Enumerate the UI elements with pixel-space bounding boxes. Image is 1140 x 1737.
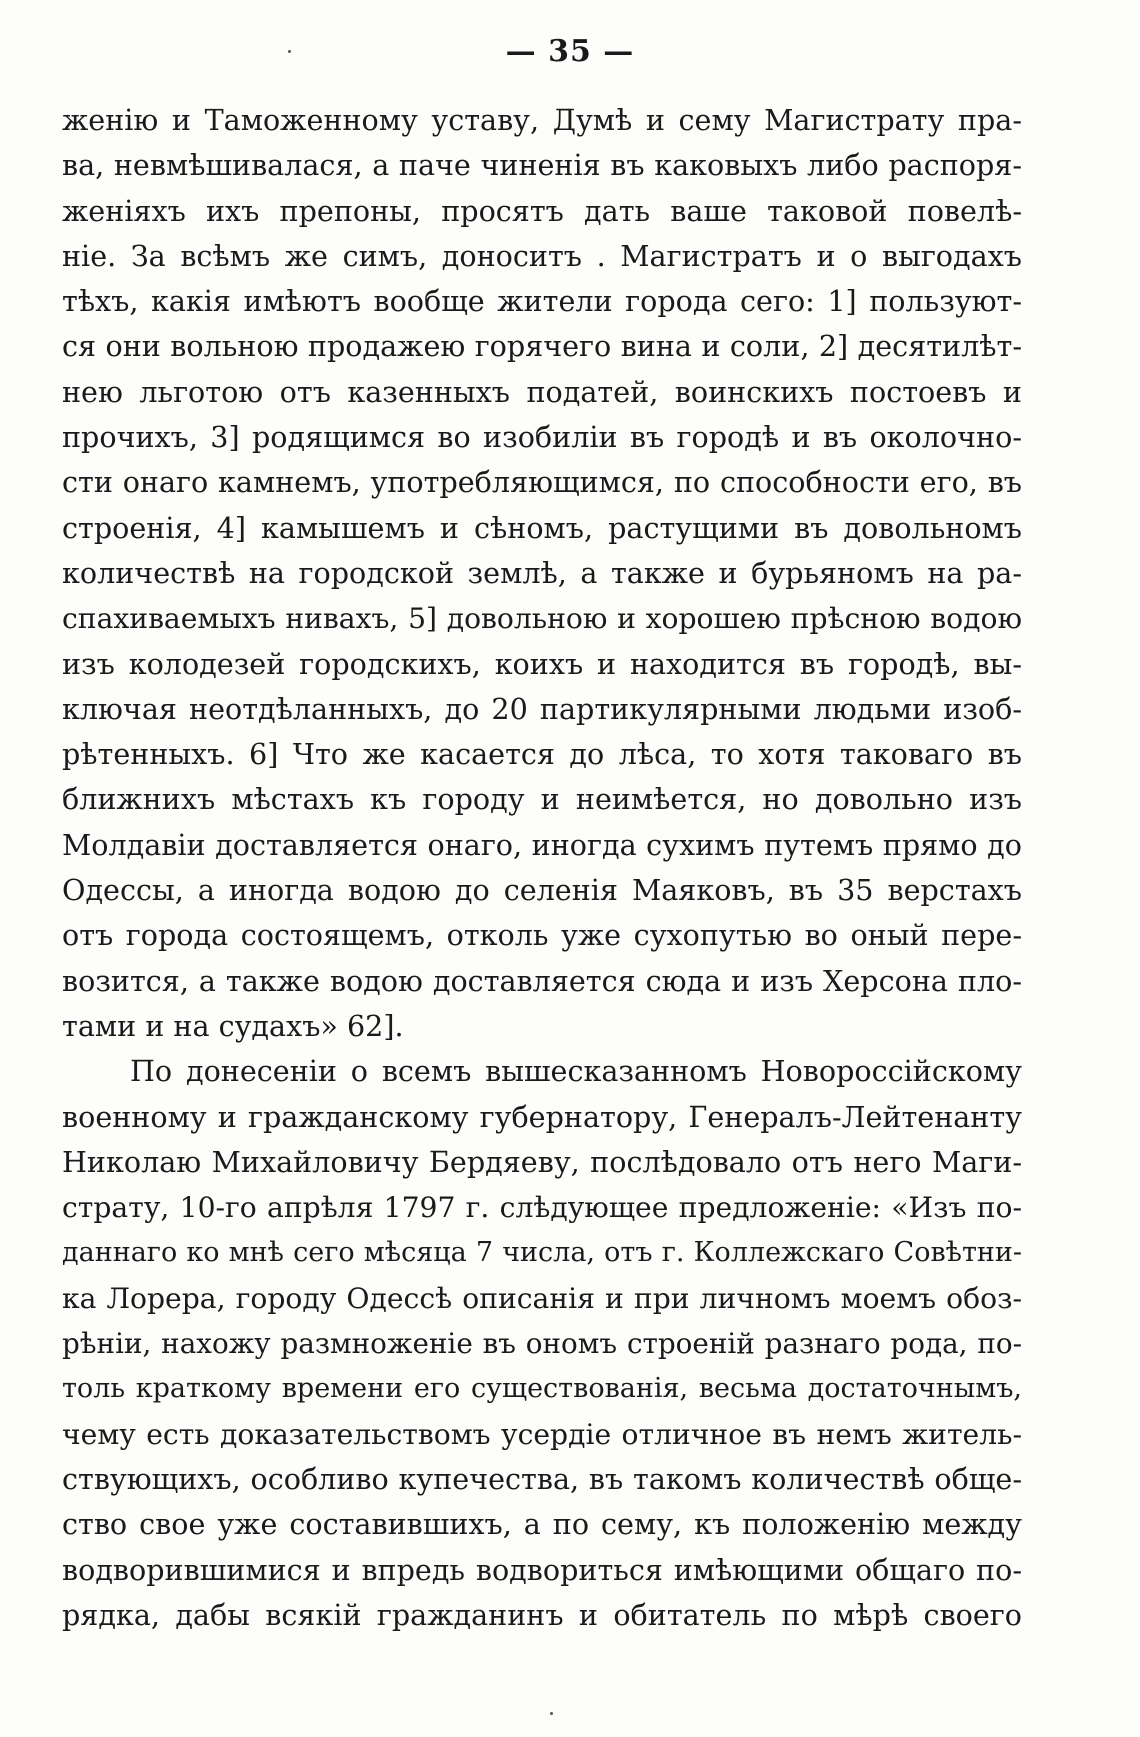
text-line: отъ города состоящемъ, отколь уже сухопутью во оный пере-	[62, 918, 1022, 953]
text-line: ключая неотдѣланныхъ, до 20 партикулярными людьми изоб-	[62, 691, 1022, 726]
text-line: рѣніи, нахожу размноженіе въ ономъ строеній разнаго рода, по-	[62, 1327, 1022, 1361]
text-line: Одессы, а иногда водою до селенія Маяковъ, въ 35 верстахъ	[62, 873, 1022, 908]
text-line: рядка, дабы всякій гражданинъ и обитатель по мѣрѣ своего	[62, 1597, 1022, 1632]
text-line: ствующихъ, особливо купечества, въ такомъ количествѣ обще-	[62, 1461, 1022, 1496]
text-line: ство свое уже составившихъ, а по сему, къ положенію между	[62, 1507, 1022, 1542]
print-speck	[288, 50, 291, 53]
paragraph-2	[62, 1049, 1022, 1638]
text-line: ближнихъ мѣстахъ къ городу и неимѣется, но довольно изъ	[62, 782, 1022, 817]
text-line: ва, невмѣшивалася, а паче чиненія въ каковыхъ либо распоря-	[62, 148, 1022, 183]
text-line: Молдавіи доставляется онаго, иногда сухимъ путемъ прямо до	[62, 827, 1022, 862]
text-line: толь краткому времени его существованія, весьма достаточнымъ,	[62, 1373, 1022, 1405]
text-line: спахиваемыхъ нивахъ, 5] довольною и хорошею прѣсною водою	[62, 602, 1022, 636]
text-line: нею льготою отъ казенныхъ податей, воинскихъ постоевъ и	[62, 374, 1022, 409]
text-line: страту, 10-го апрѣля 1797 г. слѣдующее предложеніе: «Изъ по-	[62, 1191, 1022, 1225]
text-line: Николаю Михайловичу Бердяеву, послѣдовало отъ него Маги-	[62, 1144, 1022, 1179]
text-line: тѣхъ, какія имѣютъ вообще жители города сего: 1] пользуют-	[62, 284, 1022, 319]
text-line: военному и гражданскому губернатору, Генералъ-Лейтенанту	[62, 1099, 1022, 1134]
body-text	[62, 98, 1022, 1638]
paragraph-1	[62, 98, 1022, 1049]
text-line: сти онаго камнемъ, употребляющимся, по способности его, въ	[62, 465, 1022, 500]
text-line: тами и на судахъ» 62].	[62, 1008, 404, 1043]
text-line: прочихъ, 3] родящимся во изобиліи въ городѣ и въ околочно-	[62, 420, 1022, 455]
text-line: женію и Таможенному уставу, Думѣ и сему Магистрату пра-	[62, 103, 1022, 137]
text-line: чему есть доказательствомъ усердіе отличное въ немъ житель-	[62, 1417, 1022, 1451]
text-line: количествѣ на городской землѣ, а также и бурьяномъ на ра-	[62, 555, 1022, 590]
text-line: возится, а также водою доставляется сюда и изъ Херсона пло-	[62, 963, 1022, 998]
text-line: изъ колодезей городскихъ, коихъ и находится въ городѣ, вы-	[62, 646, 1022, 681]
text-line: строенія, 4] камышемъ и сѣномъ, растущими въ довольномъ	[62, 510, 1022, 545]
text-line: рѣтенныхъ. 6] Что же касается до лѣса, то хотя таковаго въ	[62, 737, 1022, 772]
text-line: водворившимися и впредь водвориться имѣющими общаго по-	[62, 1552, 1022, 1587]
text-line: ся они вольною продажею горячего вина и соли, 2] десятилѣт-	[62, 329, 1022, 364]
text-line: ніе. За всѣмъ же симъ, доноситъ . Магистратъ и о выгодахъ	[62, 238, 1022, 273]
text-line: ка Лорера, городу Одессѣ описанія и при личномъ моемъ обоз-	[62, 1281, 1022, 1315]
text-line: женіяхъ ихъ препоны, просятъ дать ваше таковой повелѣ-	[62, 193, 1022, 228]
print-speck	[550, 1712, 553, 1715]
text-line: даннаго ко мнѣ сего мѣсяца 7 числа, отъ г. Коллежскаго Совѣтни-	[62, 1237, 1022, 1269]
text-line: По донесеніи о всемъ вышесказанномъ Новороссійскому	[130, 1054, 1022, 1089]
page-number: — 35 —	[505, 34, 635, 69]
